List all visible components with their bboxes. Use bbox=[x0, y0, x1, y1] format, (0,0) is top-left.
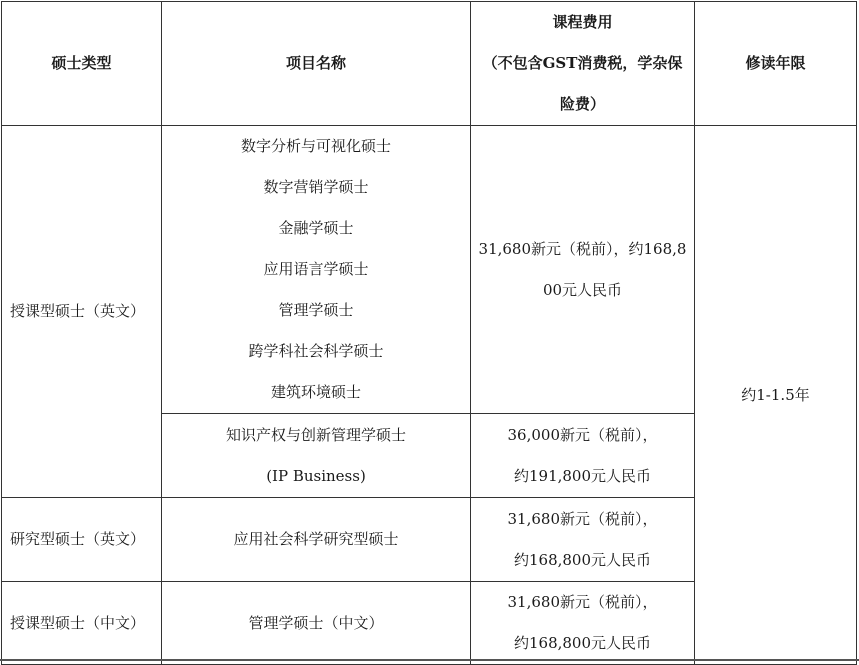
degree-type-cell: 研究型硕士（英文） bbox=[2, 498, 162, 582]
degree-type-cell: 授课型硕士（英文） bbox=[2, 126, 162, 498]
fee-cell: 31,680新元（税前），约168,8 00元人民币 bbox=[471, 126, 695, 414]
fees-table bbox=[1, 1, 857, 665]
header-row bbox=[2, 2, 857, 126]
program-name: 数字分析与可视化硕士 bbox=[240, 137, 391, 155]
fee-cell: 36,000新元（税前）， 约191,800元人民币 bbox=[471, 414, 695, 498]
program-name: 管理学硕士 bbox=[278, 301, 354, 319]
program-name: 建筑环境硕士 bbox=[270, 383, 361, 401]
program-name: 管理学硕士（中文） bbox=[248, 613, 384, 632]
header-duration: 修读年限 bbox=[695, 2, 857, 126]
table-row bbox=[2, 126, 857, 414]
program-list-cell bbox=[162, 126, 471, 414]
fee-cell: 31,680新元（税前）， 约168,800元人民币 bbox=[471, 498, 695, 582]
program-name: 应用语言学硕士 bbox=[263, 260, 369, 278]
program-name: 数字营销学硕士 bbox=[263, 178, 369, 196]
program-list-cell bbox=[162, 582, 471, 665]
program-name: 跨学科社会科学硕士 bbox=[248, 342, 384, 360]
program-list-cell bbox=[162, 498, 471, 582]
duration-cell: 约1-1.5年 bbox=[695, 126, 857, 665]
program-list-cell bbox=[162, 414, 471, 498]
header-tuition-fee: 课程费用 （不包含GST消费税，学杂保 险费） bbox=[471, 2, 695, 126]
program-name: 金融学硕士 bbox=[278, 219, 354, 237]
degree-type-cell: 授课型硕士（中文） bbox=[2, 582, 162, 665]
program-name: 应用社会科学研究型硕士 bbox=[233, 530, 399, 548]
program-name: 知识产权与创新管理学硕士 bbox=[225, 425, 406, 444]
fee-cell: 31,680新元（税前）， 约168,800元人民币 bbox=[471, 582, 695, 665]
header-degree-type: 硕士类型 bbox=[2, 2, 162, 126]
program-name: (IP Business) bbox=[266, 466, 366, 485]
header-program-name: 项目名称 bbox=[162, 2, 471, 126]
